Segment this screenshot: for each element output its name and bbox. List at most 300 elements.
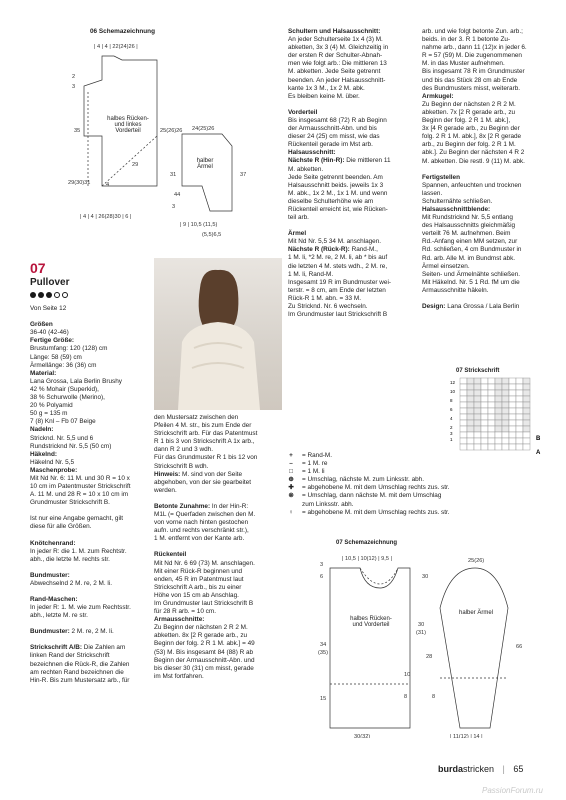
chart-cell xyxy=(509,402,516,408)
text-line: M. abketten. Jede Seite getrennt xyxy=(288,68,381,76)
svg-text:3: 3 xyxy=(72,84,76,90)
text-line: Grundmuster Strickschrift B. xyxy=(30,499,110,507)
svg-text:25(26)26: 25(26)26 xyxy=(160,128,183,134)
chart-cell xyxy=(467,444,474,450)
text-line: 10 cm im Patentmuster Strickschrift xyxy=(30,483,131,491)
neck-lines xyxy=(288,166,420,223)
chart-cell xyxy=(474,444,481,450)
text-line: und bis das Stück 28 cm ab Ende xyxy=(422,76,518,84)
needles-heading: Nadeln: xyxy=(30,426,54,434)
text-line: teil arb. xyxy=(288,214,309,222)
text-line: verteilt 76 M. aufnehmen. Beim xyxy=(422,230,511,238)
chart-row-label: 12 xyxy=(450,380,456,385)
col2-lines1 xyxy=(154,414,284,471)
top-schema xyxy=(62,28,262,258)
svg-text:28: 28 xyxy=(426,654,433,660)
chart-cell xyxy=(509,408,516,414)
chart-cell xyxy=(467,378,474,384)
chart-title: 07 Strickschrift xyxy=(456,368,500,374)
chart-cell xyxy=(481,396,488,402)
chart-cell xyxy=(516,396,523,402)
text-line: die letzten 4 M. stets wdh., 2 M. re, xyxy=(288,262,388,270)
text-line: 7 (8) Knl – Fb 07 Beige xyxy=(30,418,96,426)
text-line: Bis insgesamt 68 (72) R ab Beginn xyxy=(288,116,387,124)
text-line: 1 M. entfernt von der Kante arb. xyxy=(154,535,245,543)
svg-text:29: 29 xyxy=(132,162,139,168)
bottom-schema-sleeve-label: halber Ärmel xyxy=(458,610,493,616)
text-line: Lana Grossa, Lala Berlin Brushy xyxy=(30,377,123,385)
chart-cell xyxy=(509,432,516,438)
chart-cell xyxy=(460,438,467,444)
text-line: Ärmel einsetzen. xyxy=(422,262,470,270)
chart-cell xyxy=(467,426,474,432)
chart-cell xyxy=(488,420,495,426)
chart-cell xyxy=(460,384,467,390)
text-line: men wie folgt arb.: Die mittleren 13 xyxy=(288,60,387,68)
text-line: Mit Häkelnd. Nr. 5 1 Rd. fM um die xyxy=(422,278,520,286)
text-line: Pfeilen 4 M. str., bis zum Ende der xyxy=(154,422,252,430)
chart-cell xyxy=(523,378,530,384)
legend-symbol: ⊕ xyxy=(288,476,294,484)
svg-text:35: 35 xyxy=(74,128,81,134)
text-line: am rechten Rand bezeichnen die xyxy=(30,668,124,676)
chart-cell xyxy=(516,384,523,390)
chart-cell xyxy=(495,384,502,390)
design-heading: Design: xyxy=(422,303,446,310)
neckband-heading: Halsausschnittblende: xyxy=(422,205,491,213)
text-line: des Bundmusters misst, weiterarb. xyxy=(422,84,521,92)
inc-lines xyxy=(154,511,284,543)
svg-text:25(26): 25(26) xyxy=(468,558,485,564)
chart-cell xyxy=(474,438,481,444)
chart-cell xyxy=(460,408,467,414)
svg-text:| 10,5 | 10(12) | 9,5 |: | 10,5 | 10(12) | 9,5 | xyxy=(342,556,392,562)
hint-line-0: M. sind von der Seite xyxy=(180,470,243,478)
legend-row xyxy=(286,509,556,517)
text-line: M. abketten. xyxy=(288,165,324,173)
chart-cell xyxy=(502,420,509,426)
chart-cell xyxy=(495,432,502,438)
svg-text:(31): (31) xyxy=(416,630,426,636)
chart-cell xyxy=(502,390,509,396)
chart-cell xyxy=(516,438,523,444)
text-line: Strickschrift B wdh. xyxy=(154,462,209,470)
text-line: Bis insgesamt 78 R im Grundmuster xyxy=(422,68,525,76)
text-line: 38 % Schurwolle (Merino), xyxy=(30,394,105,402)
chart-row-label: 6 xyxy=(450,407,453,412)
svg-text:3: 3 xyxy=(172,204,176,210)
chart-cell xyxy=(481,408,488,414)
legend-text: = abgehobene M. mit dem Umschlag rechts zus. str. xyxy=(302,508,450,516)
chart-row-label: 8 xyxy=(450,398,453,403)
chart-cell xyxy=(495,438,502,444)
chart-cell xyxy=(481,444,488,450)
text-line: Insgesamt 19 R im Bundmuster wei- xyxy=(288,278,391,286)
chart-cell xyxy=(467,420,474,426)
model-photo xyxy=(154,258,282,410)
text-line: Mit Nd Nr. 6: 11 M. und 30 R = 10 x xyxy=(30,474,130,482)
chart-cell xyxy=(502,438,509,444)
text-line: R = 57 (59) M. Die zugenommenen xyxy=(422,52,522,60)
text-line: R 1 bis 3 von Strickschrift A 1x arb., xyxy=(154,438,255,446)
svg-text:(5,5)6,5: (5,5)6,5 xyxy=(202,232,222,238)
text-line: Zu Beginn der nächsten 2 R 2 M. xyxy=(154,624,248,632)
finished-heading: Fertige Größe: xyxy=(30,337,75,345)
finish-lines xyxy=(422,182,558,206)
svg-text:30(32): 30(32) xyxy=(354,734,371,738)
text-line: Für das Grundmuster R 1 bis 12 von xyxy=(154,454,258,462)
text-line: Armausschnitte häkeln. xyxy=(422,286,489,294)
chart-cell xyxy=(488,408,495,414)
legend-row xyxy=(286,501,556,509)
bottom-schema-front-label: halbes Rücken- und Vorderteil xyxy=(350,616,392,628)
sleeve-line-0: Rand-M., xyxy=(349,246,378,254)
chart-cell xyxy=(460,390,467,396)
neck-line-0: Die mittleren 11 xyxy=(344,157,391,165)
chart-cell xyxy=(509,414,516,420)
svg-text:34: 34 xyxy=(320,642,327,648)
text-line: Beginn der Armausschnitt-Abn. und xyxy=(154,656,255,664)
svg-text:66: 66 xyxy=(516,644,523,650)
chart-cell xyxy=(467,432,474,438)
text-line: dieser 24 (25) cm misst, wie das xyxy=(288,133,380,141)
chart-cell xyxy=(502,402,509,408)
legend-row xyxy=(286,460,556,468)
text-line: von vorne nach hinten gestochen xyxy=(154,519,249,527)
bottom-schema-drawing xyxy=(300,548,560,738)
chart-cell xyxy=(488,390,495,396)
sizes: 36-40 (42-46) xyxy=(30,329,69,337)
legend-text: = abgehobene M. mit dem Umschlag rechts zus. str. xyxy=(302,484,450,492)
chart-cell xyxy=(502,444,509,450)
legend-text: = Rand-M. xyxy=(302,452,333,459)
chart-cell xyxy=(488,402,495,408)
text-line: lassen. xyxy=(422,189,443,197)
svg-text:29(30)31: 29(30)31 xyxy=(68,180,91,186)
chart-cell xyxy=(488,432,495,438)
chart-cell xyxy=(481,414,488,420)
text-line: In jeder R: die 1. M. zum Rechtstr. xyxy=(30,547,127,555)
text-line: Länge: 58 (59) cm xyxy=(30,353,82,361)
chart-cell xyxy=(467,384,474,390)
chart-cell xyxy=(467,396,474,402)
text-line: im Mst fortfahren. xyxy=(154,672,204,680)
chart-cell xyxy=(523,402,530,408)
sizes-heading: Größen xyxy=(30,321,53,329)
text-line: folg. 2 R 1 M. abk.], 8x [2 R gerade xyxy=(422,133,522,141)
chart-cell xyxy=(516,432,523,438)
text-line: Rd.-Anfang einen MM setzen, zur xyxy=(422,238,518,246)
chart-cell xyxy=(523,396,530,402)
text-line: Hin-R. Bis zum Mustersatz arb., für xyxy=(30,676,130,684)
legend-text: = 1 M. li xyxy=(302,468,325,476)
legend-text: = Umschlag, nächste M. zum Linksstr. abh. xyxy=(302,476,425,484)
chart-cell xyxy=(495,408,502,414)
text-line: Rückenteil gerade im Mst arb. xyxy=(288,141,373,149)
text-line: Im Grundmuster laut Strickschrift B xyxy=(154,599,254,607)
svg-text:37: 37 xyxy=(240,172,247,178)
inc-line-0: In der Hin-R: xyxy=(210,502,249,510)
text-line: Es bleiben keine M. über. xyxy=(288,92,360,100)
page-number: 65 xyxy=(513,764,524,774)
inc-heading: Betonte Zunahme: xyxy=(154,502,211,510)
text-line: Rd. arb. Alle M. im Bundmst abk. xyxy=(422,254,516,262)
legend-text: zum Linksstr. abh. xyxy=(302,500,354,508)
chart-cell xyxy=(516,408,523,414)
chart-cell xyxy=(523,420,530,426)
knitting-chart xyxy=(450,368,560,464)
text-line: nahme arb., dann 11 (12)x in jeder 6. xyxy=(422,44,527,52)
chart-cell xyxy=(509,438,516,444)
text-line: Rundstricknd Nr. 5,5 (50 cm) xyxy=(30,442,112,450)
chart-cell xyxy=(502,378,509,384)
text-line: abketten. 8x [2 R gerade arb., zu xyxy=(154,632,248,640)
svg-text:| 4 | 4 | 22(24)26 |: | 4 | 4 | 22(24)26 | xyxy=(94,44,138,50)
col4-lines1 xyxy=(422,28,558,93)
svg-text:(35): (35) xyxy=(318,650,328,656)
text-line: abh., die letzte M. rechts str. xyxy=(30,555,110,563)
finish-heading: Fertigstellen xyxy=(422,173,460,181)
chart-cell xyxy=(523,432,530,438)
chart-cell xyxy=(516,390,523,396)
chart-cell xyxy=(488,438,495,444)
chart-cell xyxy=(509,396,516,402)
chart-section-label: B xyxy=(536,436,541,442)
chart-cell xyxy=(523,408,530,414)
chart-cell xyxy=(488,414,495,420)
legend-row xyxy=(286,452,556,460)
svg-text:6: 6 xyxy=(320,574,324,580)
text-line: Brustumfang: 120 (128) cm xyxy=(30,345,108,353)
text-line: 1 M. li, Rand-M. xyxy=(288,270,334,278)
armkugel-lines xyxy=(422,101,558,166)
watermark: PassionForum.ru xyxy=(482,786,543,795)
chart-cell xyxy=(460,378,467,384)
text-line: Zu Stricknd. Nr. 6 wechseln. xyxy=(288,303,368,310)
chart-cell xyxy=(467,408,474,414)
from-page: Von Seite 12 xyxy=(30,305,67,313)
instructions-column-3 xyxy=(288,28,420,319)
text-line: Stricknd. Nr. 5,5 und 6 xyxy=(30,434,94,442)
text-line: Beginn der folg. 2 R 1 M. abk.], xyxy=(422,117,511,125)
chart-cell xyxy=(467,438,474,444)
chart-cell xyxy=(481,438,488,444)
text-line: des Halsausschnitts gleichmäßig xyxy=(422,222,516,230)
chart-cell xyxy=(467,414,474,420)
chart-cell xyxy=(474,384,481,390)
chart-cell xyxy=(474,426,481,432)
svg-text:8: 8 xyxy=(432,694,436,700)
instructions-column-4 xyxy=(422,28,558,311)
chart-cell xyxy=(509,378,516,384)
text-line: dann R 2 und 3 wdh. xyxy=(154,446,213,454)
legend-symbol: ⊗ xyxy=(288,492,294,500)
text-line: 20 % Polyamid xyxy=(30,402,73,410)
ss-heading: Strickschrift A/B: xyxy=(30,644,82,652)
text-line: Ist nur eine Angabe gemacht, gilt xyxy=(30,515,124,523)
chart-cell xyxy=(523,444,530,450)
chart-cell xyxy=(509,426,516,432)
chart-cell xyxy=(523,426,530,432)
chart-cell xyxy=(495,396,502,402)
legend-symbol: ♀ xyxy=(288,508,294,516)
text-line: bis dieser 30 (31) cm misst, gerade xyxy=(154,664,254,672)
svg-text:44: 44 xyxy=(174,192,181,198)
hook: Häkelnd Nr. 5,5 xyxy=(30,458,75,466)
text-line: In jeder R: 1. M. wie zum Rechtsstr. xyxy=(30,604,131,612)
chart-cell xyxy=(474,432,481,438)
rand-heading: Rand-Maschen: xyxy=(30,596,78,603)
chart-cell xyxy=(481,402,488,408)
front-lines xyxy=(288,117,420,149)
bottom-schema xyxy=(300,540,560,740)
edge-heading: Knötchenrand: xyxy=(30,539,76,547)
chart-cell xyxy=(495,426,502,432)
top-schema-sleeve-label: halber Ärmel xyxy=(196,158,214,170)
sleeve-lines xyxy=(288,254,420,319)
chart-cell xyxy=(474,408,481,414)
text-line: Ärmellänge: 36 (36) cm xyxy=(30,361,97,369)
text-line: Mit Nd Nr. 6 69 (73) M. anschlagen. xyxy=(154,559,255,567)
legend-row xyxy=(286,492,556,500)
chart-cell xyxy=(509,384,516,390)
chart-cell xyxy=(495,390,502,396)
chart-cell xyxy=(516,444,523,450)
footer-brand: burdastricken | 65 xyxy=(438,764,524,774)
pattern-number: 07 xyxy=(30,260,46,276)
chart-cell xyxy=(460,396,467,402)
chart-cell xyxy=(516,420,523,426)
chart-cell xyxy=(460,402,467,408)
svg-text:3: 3 xyxy=(320,562,324,568)
chart-cell xyxy=(495,402,502,408)
bund2: 2 M. re, 2 M. li. xyxy=(69,628,114,636)
text-line: M. abk., 1x 2 M., 1x 1 M. und wenn xyxy=(288,189,388,197)
text-line: der Armausschnitt-Abn. und bis xyxy=(288,125,377,133)
chart-row-label: 3 xyxy=(450,431,453,436)
svg-text:30: 30 xyxy=(422,574,429,580)
bund: Abwechselnd 2 M. re, 2 M. li. xyxy=(30,579,113,587)
sleeve-heading: Ärmel xyxy=(288,230,307,238)
text-line: arb., zu Beginn der folg. 2 R 1 M. xyxy=(422,141,516,149)
text-line: Mit Rundstricknd Nr. 5,5 entlang xyxy=(422,214,513,222)
legend-text: = Umschlag, dann nächste M. mit dem Umschlag xyxy=(302,492,442,500)
text-line: dieselbe Schulterhöhe wie am xyxy=(288,197,374,205)
arm-lines xyxy=(154,624,284,681)
svg-text:4: 4 xyxy=(106,182,110,188)
text-line: Beginn der folg. 2 R 1 M. abk.] = 49 xyxy=(154,640,255,648)
chart-cell xyxy=(516,414,523,420)
text-line: der ersten R der Schulter-Abnah- xyxy=(288,52,383,60)
bund-heading: Bundmuster: xyxy=(30,571,70,579)
chart-row-label: 4 xyxy=(450,416,453,421)
chart-cell xyxy=(467,402,474,408)
chart-cell xyxy=(509,444,516,450)
text-line: 50 g = 135 m xyxy=(30,410,68,418)
text-line: Halsausschnitt beids. jeweils 1x 3 xyxy=(288,181,384,189)
text-line: abketten. 7x [2 R gerade arb., zu xyxy=(422,108,516,116)
text-line: Strickschrift arb. Für das Patentmust xyxy=(154,430,258,438)
chart-grid xyxy=(450,374,560,462)
chart-cell xyxy=(481,426,488,432)
text-line: Mit einer Rück-R beginnen und xyxy=(154,567,243,575)
chart-cell xyxy=(467,390,474,396)
design: Lana Grossa / Lala Berlin xyxy=(445,303,520,310)
chart-row-label: 1 xyxy=(450,437,453,442)
legend-symbol: – xyxy=(289,460,293,468)
legend-row xyxy=(286,484,556,492)
text-line: linken Rand der Strickschrift xyxy=(30,652,110,660)
sleeve-sub: Nächste R (Rück-R): xyxy=(288,246,350,254)
svg-text:| 11(12) | 14 |: | 11(12) | 14 | xyxy=(450,734,483,738)
text-line: 3x [4 R gerade arb., zu Beginn der xyxy=(422,125,520,133)
top-schema-title: 06 Schemazeichnung xyxy=(90,28,155,35)
chart-cell xyxy=(488,384,495,390)
text-line: arb. und wie folgt betonte Zun. arb.; xyxy=(422,28,523,35)
arm-heading: Armausschnitte: xyxy=(154,616,205,624)
chart-section-label: A xyxy=(536,450,541,456)
back-lines xyxy=(154,560,284,617)
svg-text:| 9 | 10,5 (11,5): | 9 | 10,5 (11,5) xyxy=(180,222,218,228)
chart-cell xyxy=(481,384,488,390)
text-line: bezeichnen die Rück-R, die Zahlen xyxy=(30,660,130,668)
chart-cell xyxy=(502,408,509,414)
bund2-heading: Bundmuster: xyxy=(30,628,70,636)
chart-cell xyxy=(460,426,467,432)
legend-symbol: ✚ xyxy=(288,484,294,492)
chart-row-label: 2 xyxy=(450,425,453,430)
pattern-title: Pullover xyxy=(30,277,70,288)
text-line: M. in das Muster aufnehmen. xyxy=(422,60,505,68)
hook-heading: Häkelnd: xyxy=(30,450,57,458)
svg-text:10: 10 xyxy=(404,672,411,678)
text-line: für 28 R arb. = 10 cm. xyxy=(154,608,216,616)
chart-cell xyxy=(474,390,481,396)
chart-cell xyxy=(488,378,495,384)
chart-cell xyxy=(502,426,509,432)
text-line: diese für alle Größen. xyxy=(30,523,92,531)
hint-heading: Hinweis: xyxy=(154,470,181,478)
chart-cell xyxy=(516,378,523,384)
text-line: M1L (= Querfaden zwischen den M. xyxy=(154,511,256,519)
chart-cell xyxy=(474,396,481,402)
chart-cell xyxy=(509,390,516,396)
chart-cell xyxy=(481,378,488,384)
svg-text:2: 2 xyxy=(72,74,76,80)
top-schema-drawing xyxy=(62,36,262,258)
chart-cell xyxy=(502,432,509,438)
text-line: A. 11 M. und 28 R = 10 x 10 cm im xyxy=(30,491,129,499)
back-heading: Rückenteil xyxy=(154,551,187,559)
legend-symbol: + xyxy=(289,452,293,459)
text-line: abk.]. Zu Beginn der nächsten 4 R 2 xyxy=(422,149,525,157)
gauge-heading: Maschenprobe: xyxy=(30,466,78,474)
front-heading: Vorderteil xyxy=(288,108,318,116)
chart-cell xyxy=(488,396,495,402)
text-line: Rück-R 1 M. abn. = 33 M. xyxy=(288,294,361,302)
text-line: Mit Nd Nr. 5,5 34 M. anschlagen. xyxy=(288,238,382,246)
legend-row xyxy=(286,468,556,476)
text-line: Schulternähte schließen. xyxy=(422,197,493,205)
neckband-lines xyxy=(422,214,558,295)
model-illustration xyxy=(154,258,282,410)
chart-cell xyxy=(488,426,495,432)
text-line: M. abketten. Die restl. 9 (11) M. abk. xyxy=(422,157,525,165)
text-line: terstr. = 8 cm, am Ende der letzten xyxy=(288,286,386,294)
svg-text:31: 31 xyxy=(170,172,177,178)
svg-text:24(25)26: 24(25)26 xyxy=(192,126,215,132)
chart-cell xyxy=(523,384,530,390)
